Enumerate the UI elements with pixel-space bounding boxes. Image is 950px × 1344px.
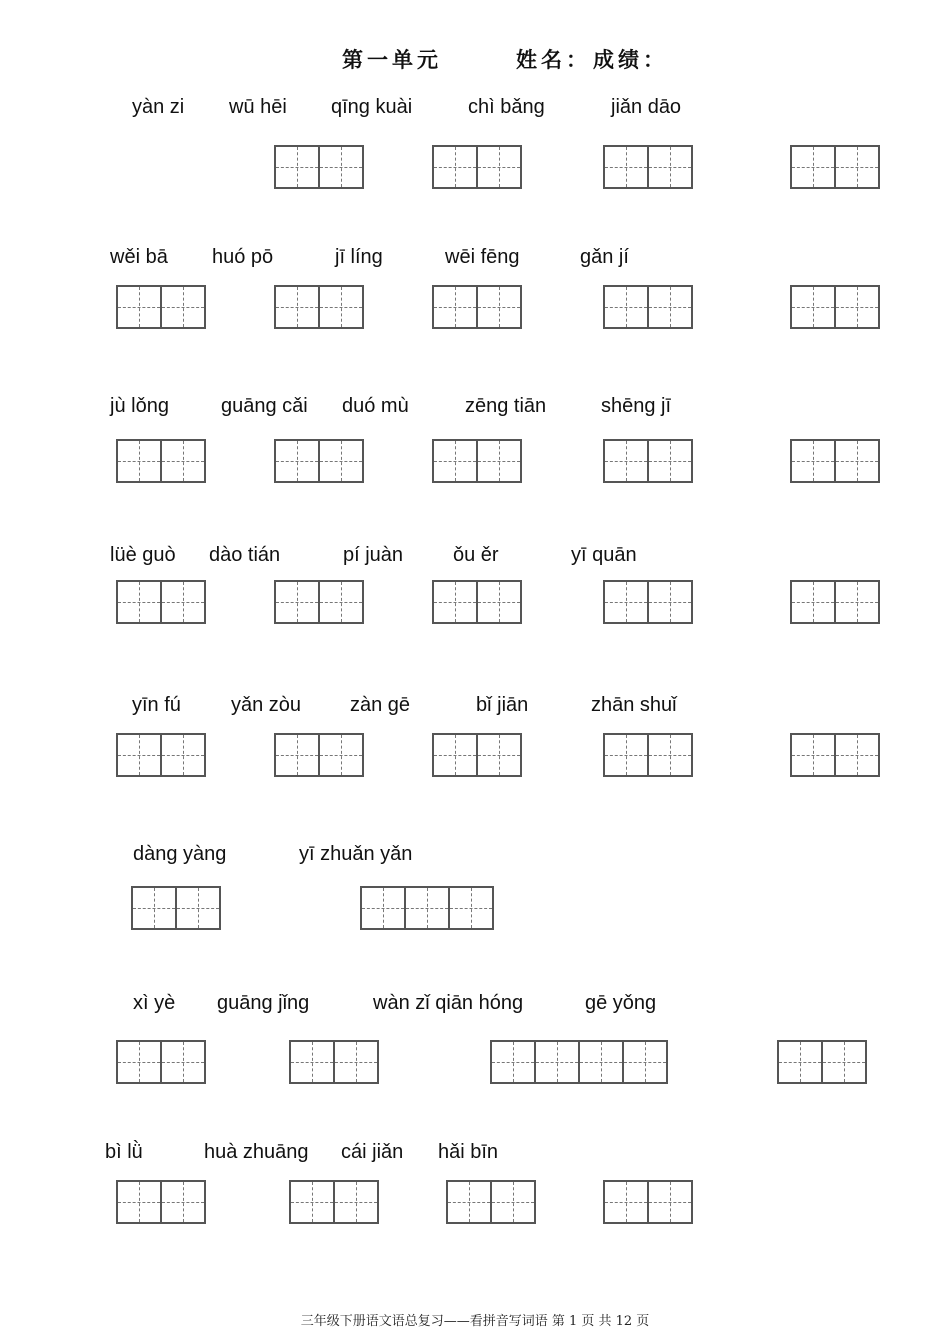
- tianzige-answer-box[interactable]: [116, 285, 206, 329]
- pinyin-prompt: yàn zi: [132, 96, 185, 118]
- character-cell[interactable]: [320, 441, 364, 481]
- character-cell[interactable]: [478, 735, 522, 775]
- character-cell[interactable]: [792, 582, 836, 622]
- tianzige-answer-box[interactable]: [790, 439, 880, 483]
- tianzige-answer-box[interactable]: [603, 285, 693, 329]
- character-cell[interactable]: [836, 735, 880, 775]
- pinyin-prompt: zàn gē: [350, 694, 411, 716]
- pinyin-prompt: zhān shuǐ: [591, 694, 677, 716]
- character-cell[interactable]: [276, 147, 320, 187]
- unit-title: 第一单元: [342, 48, 442, 72]
- character-cell[interactable]: [291, 1042, 335, 1082]
- character-cell[interactable]: [320, 735, 364, 775]
- pinyin-prompt: cái jiǎn: [341, 1141, 404, 1163]
- pinyin-prompt: lüè guò: [110, 544, 176, 566]
- tianzige-answer-box[interactable]: [116, 580, 206, 624]
- character-cell[interactable]: [276, 582, 320, 622]
- tianzige-answer-box[interactable]: [274, 285, 364, 329]
- character-cell[interactable]: [162, 582, 206, 622]
- pinyin-prompt: yǎn zòu: [231, 694, 302, 716]
- pinyin-prompt: gǎn jí: [580, 246, 629, 268]
- pinyin-prompt: huà zhuāng: [204, 1141, 309, 1163]
- pinyin-prompt: huó pō: [212, 246, 274, 268]
- character-cell[interactable]: [605, 147, 649, 187]
- pinyin-prompt: qīng kuài: [331, 96, 413, 118]
- tianzige-answer-box[interactable]: [131, 886, 221, 930]
- character-cell[interactable]: [320, 147, 364, 187]
- character-cell[interactable]: [276, 441, 320, 481]
- tianzige-answer-box[interactable]: [360, 886, 494, 930]
- tianzige-answer-box[interactable]: [289, 1040, 379, 1084]
- tianzige-answer-box[interactable]: [274, 580, 364, 624]
- character-cell[interactable]: [605, 735, 649, 775]
- tianzige-answer-box[interactable]: [116, 733, 206, 777]
- character-cell[interactable]: [580, 1042, 624, 1082]
- pinyin-prompt: hǎi bīn: [438, 1141, 499, 1163]
- character-cell[interactable]: [335, 1182, 379, 1222]
- character-cell[interactable]: [823, 1042, 867, 1082]
- tianzige-answer-box[interactable]: [790, 733, 880, 777]
- character-cell[interactable]: [649, 582, 693, 622]
- character-cell[interactable]: [649, 287, 693, 327]
- pinyin-prompt: dào tián: [209, 544, 281, 566]
- character-cell[interactable]: [362, 888, 406, 928]
- pinyin-prompt: zēng tiān: [465, 395, 547, 417]
- tianzige-answer-box[interactable]: [432, 580, 522, 624]
- character-cell[interactable]: [836, 582, 880, 622]
- character-cell[interactable]: [162, 1042, 206, 1082]
- character-cell[interactable]: [162, 1182, 206, 1222]
- tianzige-answer-box[interactable]: [777, 1040, 867, 1084]
- tianzige-answer-box[interactable]: [432, 285, 522, 329]
- pinyin-prompt: bǐ jiān: [476, 694, 529, 716]
- tianzige-answer-box[interactable]: [603, 145, 693, 189]
- character-cell[interactable]: [792, 441, 836, 481]
- page-footer: 三年级下册语文语总复习——看拼音写词语 第 1 页 共 12 页: [300, 1314, 650, 1329]
- pinyin-prompt: guāng jǐng: [217, 992, 310, 1014]
- character-cell[interactable]: [276, 287, 320, 327]
- character-cell[interactable]: [605, 287, 649, 327]
- character-cell[interactable]: [536, 1042, 580, 1082]
- character-cell[interactable]: [624, 1042, 668, 1082]
- pinyin-prompt: bì lǜ: [105, 1141, 143, 1163]
- pinyin-prompt: yīn fú: [132, 694, 181, 716]
- character-cell[interactable]: [492, 1182, 536, 1222]
- character-cell[interactable]: [478, 287, 522, 327]
- pinyin-prompt: ǒu ěr: [453, 544, 499, 566]
- character-cell[interactable]: [118, 441, 162, 481]
- character-cell[interactable]: [162, 735, 206, 775]
- character-cell[interactable]: [448, 1182, 492, 1222]
- pinyin-prompt: wàn zǐ qiān hóng: [373, 992, 524, 1014]
- pinyin-prompt: jiǎn dāo: [611, 96, 682, 118]
- character-cell[interactable]: [406, 888, 450, 928]
- tianzige-answer-box[interactable]: [603, 1180, 693, 1224]
- pinyin-prompt: xì yè: [133, 992, 176, 1014]
- pinyin-prompt: shēng jī: [601, 395, 672, 417]
- character-cell[interactable]: [434, 147, 478, 187]
- tianzige-answer-box[interactable]: [603, 439, 693, 483]
- character-cell[interactable]: [605, 582, 649, 622]
- character-cell[interactable]: [450, 888, 494, 928]
- character-cell[interactable]: [792, 147, 836, 187]
- character-cell[interactable]: [836, 441, 880, 481]
- pinyin-prompt: dàng yàng: [133, 843, 227, 865]
- character-cell[interactable]: [605, 1182, 649, 1222]
- tianzige-answer-box[interactable]: [432, 145, 522, 189]
- character-cell[interactable]: [836, 147, 880, 187]
- character-cell[interactable]: [792, 287, 836, 327]
- tianzige-answer-box[interactable]: [116, 1180, 206, 1224]
- character-cell[interactable]: [478, 582, 522, 622]
- tianzige-answer-box[interactable]: [432, 733, 522, 777]
- tianzige-answer-box[interactable]: [603, 580, 693, 624]
- tianzige-answer-box[interactable]: [116, 439, 206, 483]
- tianzige-answer-box[interactable]: [490, 1040, 668, 1084]
- tianzige-answer-box[interactable]: [790, 580, 880, 624]
- character-cell[interactable]: [320, 287, 364, 327]
- character-cell[interactable]: [605, 441, 649, 481]
- character-cell[interactable]: [162, 287, 206, 327]
- character-cell[interactable]: [162, 441, 206, 481]
- tianzige-answer-box[interactable]: [790, 145, 880, 189]
- tianzige-answer-box[interactable]: [432, 439, 522, 483]
- pinyin-prompt: guāng cǎi: [221, 395, 308, 417]
- character-cell[interactable]: [118, 582, 162, 622]
- character-cell[interactable]: [335, 1042, 379, 1082]
- character-cell[interactable]: [320, 582, 364, 622]
- character-cell[interactable]: [779, 1042, 823, 1082]
- character-cell[interactable]: [649, 1182, 693, 1222]
- character-cell[interactable]: [118, 735, 162, 775]
- pinyin-prompt: jù lǒng: [110, 395, 169, 417]
- pinyin-prompt: jī líng: [335, 246, 383, 268]
- character-cell[interactable]: [434, 441, 478, 481]
- character-cell[interactable]: [434, 287, 478, 327]
- character-cell[interactable]: [434, 582, 478, 622]
- character-cell[interactable]: [118, 1042, 162, 1082]
- pinyin-prompt: gē yǒng: [585, 992, 657, 1014]
- pinyin-prompt: wū hēi: [229, 96, 287, 118]
- character-cell[interactable]: [649, 441, 693, 481]
- character-cell[interactable]: [291, 1182, 335, 1222]
- pinyin-prompt: chì bǎng: [468, 96, 545, 118]
- character-cell[interactable]: [649, 735, 693, 775]
- character-cell[interactable]: [492, 1042, 536, 1082]
- character-cell[interactable]: [434, 735, 478, 775]
- tianzige-answer-box[interactable]: [274, 439, 364, 483]
- character-cell[interactable]: [133, 888, 177, 928]
- tianzige-answer-box[interactable]: [289, 1180, 379, 1224]
- pinyin-prompt: pí juàn: [343, 544, 404, 566]
- name-label: 姓名：: [516, 48, 591, 72]
- tianzige-answer-box[interactable]: [790, 285, 880, 329]
- pinyin-prompt: yī quān: [571, 544, 637, 566]
- character-cell[interactable]: [276, 735, 320, 775]
- pinyin-prompt: duó mù: [342, 395, 409, 417]
- pinyin-prompt: wěi bā: [110, 246, 168, 268]
- character-cell[interactable]: [792, 735, 836, 775]
- tianzige-answer-box[interactable]: [274, 145, 364, 189]
- character-cell[interactable]: [478, 441, 522, 481]
- tianzige-answer-box[interactable]: [274, 733, 364, 777]
- character-cell[interactable]: [836, 287, 880, 327]
- score-label: 成绩：: [593, 48, 668, 72]
- tianzige-answer-box[interactable]: [446, 1180, 536, 1224]
- character-cell[interactable]: [649, 147, 693, 187]
- character-cell[interactable]: [177, 888, 221, 928]
- pinyin-prompt: wēi fēng: [445, 246, 520, 268]
- worksheet-header: [0, 44, 950, 78]
- pinyin-prompt: yī zhuǎn yǎn: [299, 843, 413, 865]
- character-cell[interactable]: [478, 147, 522, 187]
- tianzige-answer-box[interactable]: [603, 733, 693, 777]
- tianzige-answer-box[interactable]: [116, 1040, 206, 1084]
- character-cell[interactable]: [118, 287, 162, 327]
- character-cell[interactable]: [118, 1182, 162, 1222]
